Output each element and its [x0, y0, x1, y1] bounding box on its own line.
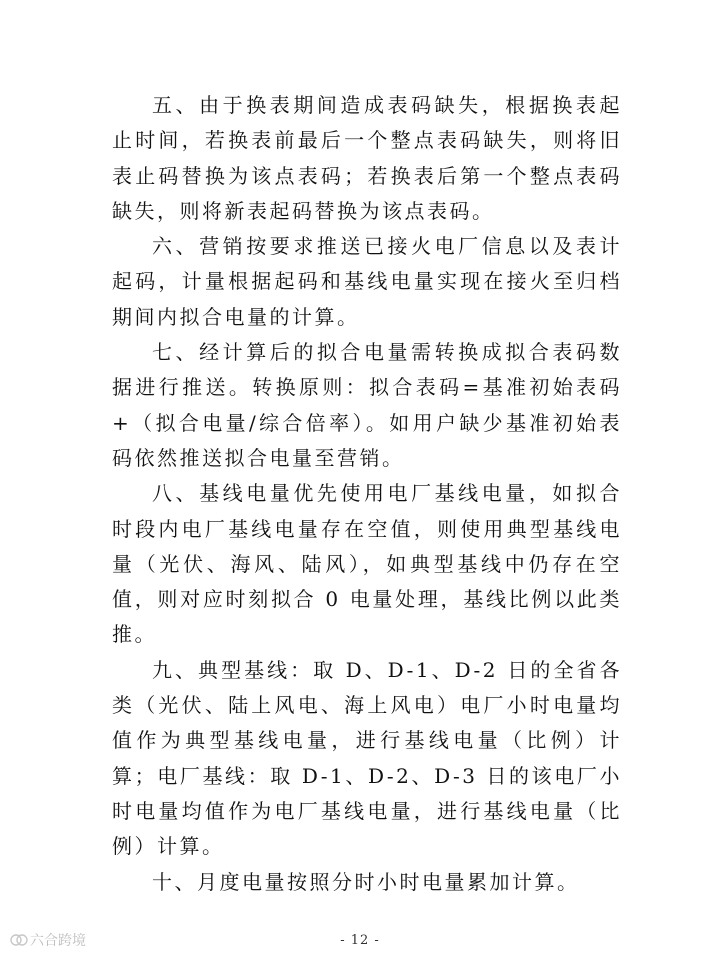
paragraph-8: 八、基线电量优先使用电厂基线电量，如拟合时段内电厂基线电量存在空值，则使用典型基线电量（光伏、海风、陆风），如典型基线中仍存在空值，则对应时刻拟合 0 电量处理，基线比例以此类推。 — [112, 481, 622, 647]
paragraph-5: 五、由于换表期间造成表码缺失，根据换表起止时间，若换表前最后一个整点表码缺失，则将旧表止码替换为该点表码；若换表后第一个整点表码缺失，则将新表起码替换为该点表码。 — [112, 93, 622, 223]
page-number: - 12 - — [340, 933, 380, 948]
document-body — [112, 88, 622, 900]
watermark-text: 六合跨境 — [30, 933, 86, 949]
paragraph-6: 六、营销按要求推送已接火电厂信息以及表计起码，计量根据起码和基线电量实现在接火至归档期间内拟合电量的计算。 — [112, 234, 622, 329]
paragraph-10: 十、月度电量按照分时小时电量累加计算。 — [152, 869, 580, 894]
paragraph-7: 七、经计算后的拟合电量需转换成拟合表码数据进行推送。转换原则：拟合表码=基准初始表码+（拟合电量/综合倍率）。如用户缺少基准初始表码依然推送拟合电量至营销。 — [112, 340, 622, 470]
paragraph-9: 九、典型基线：取 D、D-1、D-2 日的全省各类（光伏、陆上风电、海上风电）电厂小时电量均值作为典型基线电量，进行基线电量（比例）计算；电厂基线：取 D-1、D-2、D-3 日的该电厂小时电量均值作为电厂基线电量，进行基线电量（比例）计算。 — [112, 657, 622, 859]
